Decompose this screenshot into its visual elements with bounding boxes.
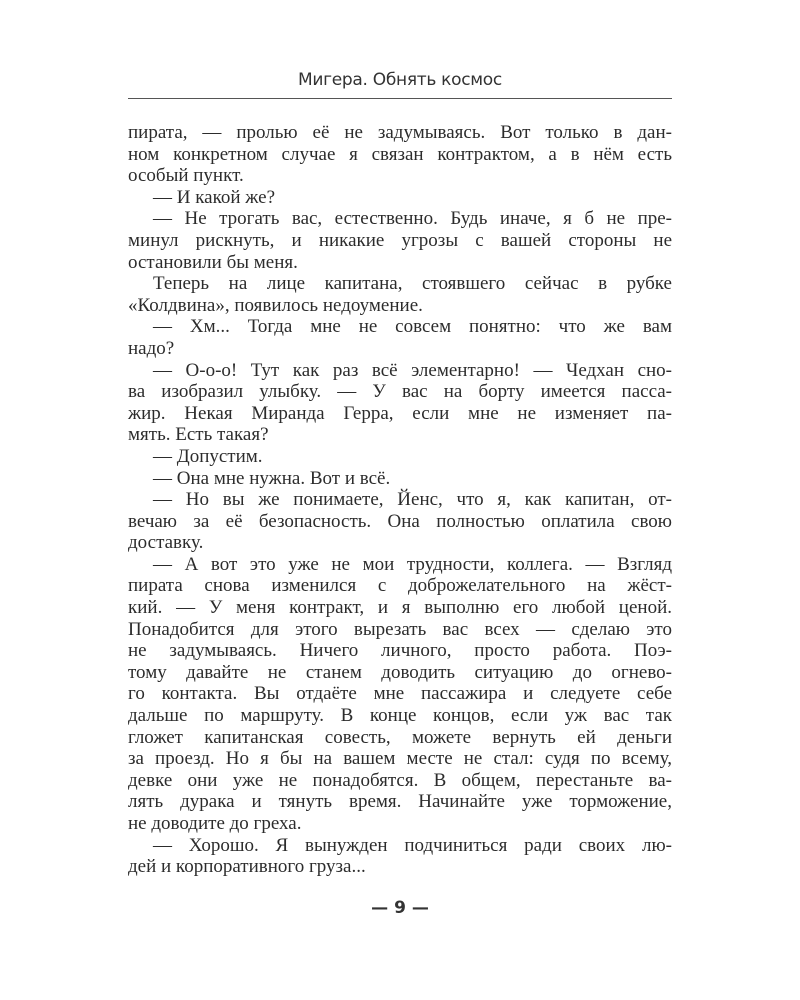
text-line: лять дурака и тянуть время. Начинайте уже торможение,: [128, 791, 672, 813]
text-line: минул рискнуть, и никакие угрозы с вашей стороны не: [128, 229, 672, 251]
text-line: девке они уже не понадобятся. В общем, перестаньте ва-: [128, 769, 672, 791]
text-line: пирата, — пролью её не задумываясь. Вот только в дан-: [128, 122, 672, 143]
header-divider: [128, 98, 672, 99]
text-line: ва изобразил улыбку. — У вас на борту имеется пасса-: [128, 381, 672, 403]
text-line: — Допустим.: [153, 445, 263, 467]
text-line: надо?: [128, 337, 175, 359]
text-line: — О-о-о! Тут как раз всё элементарно! — Чедхан сно-: [153, 359, 672, 381]
text-line: вечаю за её безопасность. Она полностью оплатила свою: [128, 510, 672, 532]
text-line: за проезд. Но я бы на вашем месте не стал: судя по всему,: [128, 748, 672, 770]
text-line: пирата снова изменился с доброжелательного на жёст-: [128, 575, 672, 597]
text-line: — И какой же?: [153, 186, 276, 208]
text-line: жир. Некая Миранда Герра, если мне не изменяет па-: [128, 402, 672, 424]
text-line: доставку.: [128, 532, 204, 554]
text-line: не задумываясь. Ничего личного, просто работа. Поэ-: [128, 640, 672, 662]
text-line: Теперь на лице капитана, стоявшего сейчас в рубке: [153, 273, 672, 295]
text-line: «Колдвина», появилось недоумение.: [128, 294, 423, 316]
text-line: — Но вы же понимаете, Йенс, что я, как капитан, от-: [153, 489, 672, 511]
text-line: — А вот это уже не мои трудности, коллега. — Взгляд: [153, 553, 672, 575]
text-line: дальше по маршруту. В конце концов, если уж вас так: [128, 705, 672, 727]
text-line: Понадобится для этого вырезать вас всех — сделаю это: [128, 618, 672, 640]
text-line: гложет капитанская совесть, можете вернуть ей деньги: [128, 726, 672, 748]
page-number: — 9 —: [371, 898, 429, 918]
text-line: дей и корпоративного груза...: [128, 856, 366, 878]
text-line: ном конкретном случае я связан контрактом, а в нём есть: [128, 143, 672, 165]
page-body-text: [128, 122, 672, 878]
text-line: — Не трогать вас, естественно. Будь иначе, я б не пре-: [153, 208, 672, 230]
text-line: го контакта. Вы отдаёте мне пассажира и следуете себе: [128, 683, 672, 705]
text-line: остановили бы меня.: [128, 251, 298, 273]
text-line: не доводите до греха.: [128, 813, 302, 834]
text-line: особый пункт.: [128, 165, 244, 187]
text-line: — Она мне нужна. Вот и всё.: [153, 467, 391, 489]
text-line: тому давайте не станем доводить ситуацию до огнево-: [128, 661, 672, 683]
text-line: кий. — У меня контракт, и я выполню его любой ценой.: [128, 597, 672, 619]
text-line: — Хм... Тогда мне не совсем понятно: что же вам: [153, 316, 672, 338]
running-header: Мигера. Обнять космос: [298, 70, 502, 90]
text-line: — Хорошо. Я вынужден подчиниться ради своих лю-: [153, 834, 672, 856]
text-line: мять. Есть такая?: [128, 424, 269, 446]
